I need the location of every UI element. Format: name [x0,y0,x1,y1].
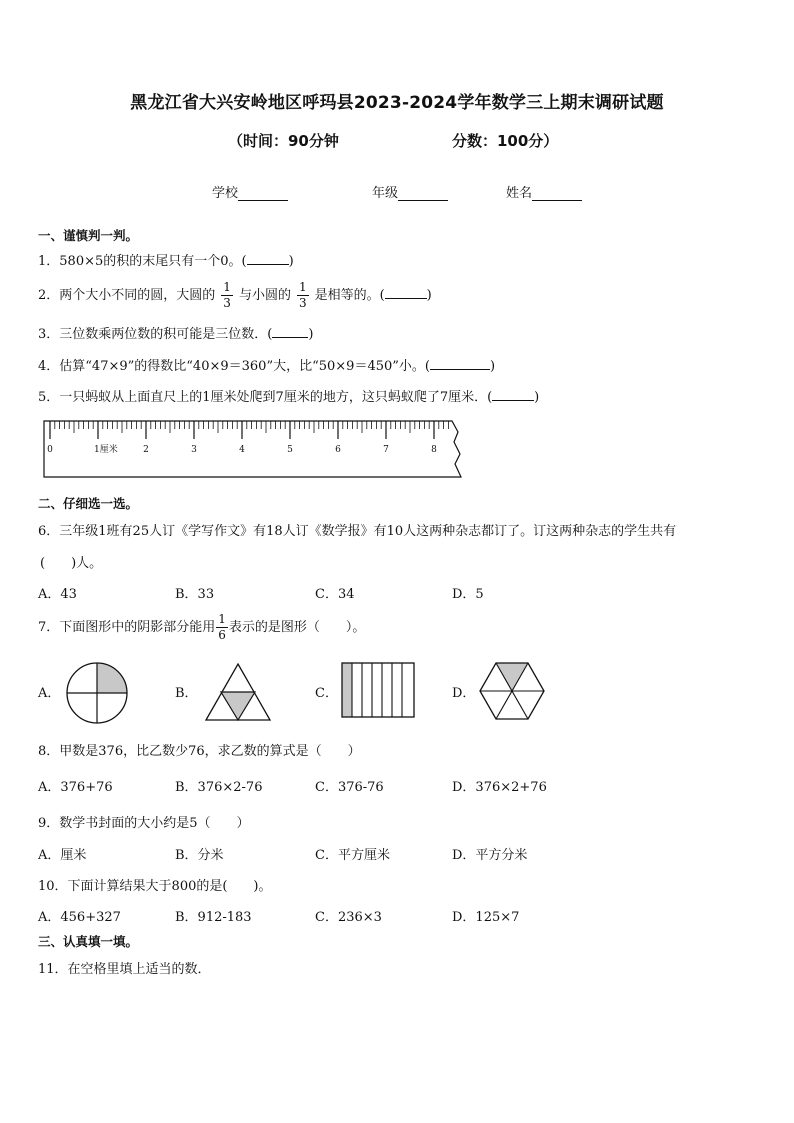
q5-answer-blank[interactable] [492,389,534,401]
q2-close: ) [426,288,432,303]
q2-text-mid: 与小圆的 [238,288,291,303]
q7-text-post: 表示的是图形（ ）。 [228,620,366,635]
grade-field [372,182,448,201]
name-blank[interactable] [532,188,582,201]
school-field [212,182,288,201]
ruler-label-7: 7 [383,445,389,455]
section-heading-1: 一、谨慎判一判。 [38,228,139,243]
q7-text-pre: 7．下面图形中的阴影部分能用 [38,620,216,635]
q4-text: 估算“47×9”的得数比“40×9＝360”大，比“50×9＝450”小。( [59,359,430,374]
question-8: 8．甲数是376，比乙数少76，求乙数的算式是（ ） [38,744,361,759]
q5-text: 一只蚂蚁从上面直尺上的1厘米处爬到7厘米的地方，这只蚂蚁爬了7厘米．( [59,390,493,405]
q7-option-d-label[interactable]: D． [452,686,476,701]
ruler-label-3: 3 [191,445,197,455]
fraction-one-sixth: $\frac{1}{6}$ [218,612,226,642]
question-4 [38,355,495,374]
question-10: 10．下面计算结果大于800的是( )。 [38,879,272,894]
section-heading-3: 三、认真填一填。 [38,934,139,949]
q4-answer-blank[interactable] [430,358,490,370]
exam-time: （时间：90分钟 [228,132,339,150]
fraction-one-third-b: $\frac{1}{3}$ [298,280,307,310]
q3-close: ) [308,327,314,342]
q8-option-a[interactable]: A．376+76 [38,780,113,795]
ruler-label-5: 5 [287,445,293,455]
ruler-label-8: 8 [431,445,437,455]
q2-number: 2． [38,288,60,303]
triangle-center-shaded-figure[interactable] [204,662,272,722]
q6-line1: 6．三年级1班有25人订《学写作文》有18人订《数学报》有10人这两种杂志都订了。订这两种杂志的学生共有 [38,524,677,539]
rectangle-strip-shaded-figure[interactable] [340,661,416,719]
ruler-label-1: 1厘米 [94,445,118,455]
exam-score: 分数：100分） [452,132,559,150]
q7-option-b-label[interactable]: B． [175,686,198,701]
page-title: 黑龙江省大兴安岭地区呼玛县2023-2024学年数学三上期末调研试题 [130,93,664,113]
question-2 [38,280,432,311]
q8-option-d[interactable]: D．376×2+76 [452,780,547,795]
q9-option-a[interactable]: A．厘米 [38,848,87,863]
q7-option-a-label[interactable]: A． [38,686,61,701]
q5-close: ) [534,390,540,405]
question-1 [38,250,294,269]
question-5 [38,386,539,405]
school-blank[interactable] [238,188,288,201]
q10-option-b[interactable]: B．912-183 [175,910,252,925]
q7-option-c-label[interactable]: C． [315,686,338,701]
q9-option-b[interactable]: B．分米 [175,848,224,863]
q5-number: 5． [38,390,60,405]
q2-text-post: 是相等的。( [314,288,385,303]
q9-option-c[interactable]: C．平方厘米 [315,848,390,863]
q8-option-b[interactable]: B．376×2-76 [175,780,263,795]
hexagon-sixth-shaded-figure[interactable] [477,660,547,722]
q3-answer-blank[interactable] [272,326,308,338]
name-label: 姓名 [506,186,533,201]
q2-answer-blank[interactable] [385,287,427,299]
school-label: 学校 [212,186,239,201]
q8-option-c[interactable]: C．376-76 [315,780,384,795]
ruler-label-6: 6 [335,445,341,455]
grade-label: 年级 [372,186,399,201]
question-11: 11．在空格里填上适当的数． [38,962,211,977]
question-7 [38,612,365,643]
q9-option-d[interactable]: D．平方分米 [452,848,528,863]
q10-option-d[interactable]: D．125×7 [452,910,520,925]
q10-option-c[interactable]: C．236×3 [315,910,382,925]
q4-number: 4． [38,359,60,374]
name-field [506,182,582,201]
q3-text: 三位数乘两位数的积可能是三位数．( [59,327,273,342]
q1-answer-blank[interactable] [247,253,289,265]
q6-option-c[interactable]: C．34 [315,587,355,602]
q2-text-pre: 两个大小不同的圆，大圆的 [59,288,216,303]
q1-text: 580×5的积的末尾只有一个0。( [59,254,247,269]
q6-line2: ( )人。 [40,556,103,571]
question-9: 9．数学书封面的大小约是5（ ） [38,816,250,831]
ruler-label-2: 2 [143,445,149,455]
q1-number: 1． [38,254,60,269]
q6-option-d[interactable]: D．5 [452,587,484,602]
q3-number: 3． [38,327,60,342]
section-heading-2: 二、仔细选一选。 [38,496,139,511]
question-3 [38,323,313,342]
q1-close: ) [288,254,294,269]
q4-close: ) [489,359,496,374]
circle-quarter-shaded-figure[interactable] [64,660,130,726]
ruler-label-4: 4 [239,445,245,455]
q6-option-a[interactable]: A．43 [38,587,77,602]
ruler-figure [40,418,470,480]
fraction-one-third-a: $\frac{1}{3}$ [223,280,231,310]
ruler-label-0: 0 [47,445,53,455]
q6-option-b[interactable]: B．33 [175,587,215,602]
q10-option-a[interactable]: A．456+327 [38,910,121,925]
grade-blank[interactable] [398,188,448,201]
